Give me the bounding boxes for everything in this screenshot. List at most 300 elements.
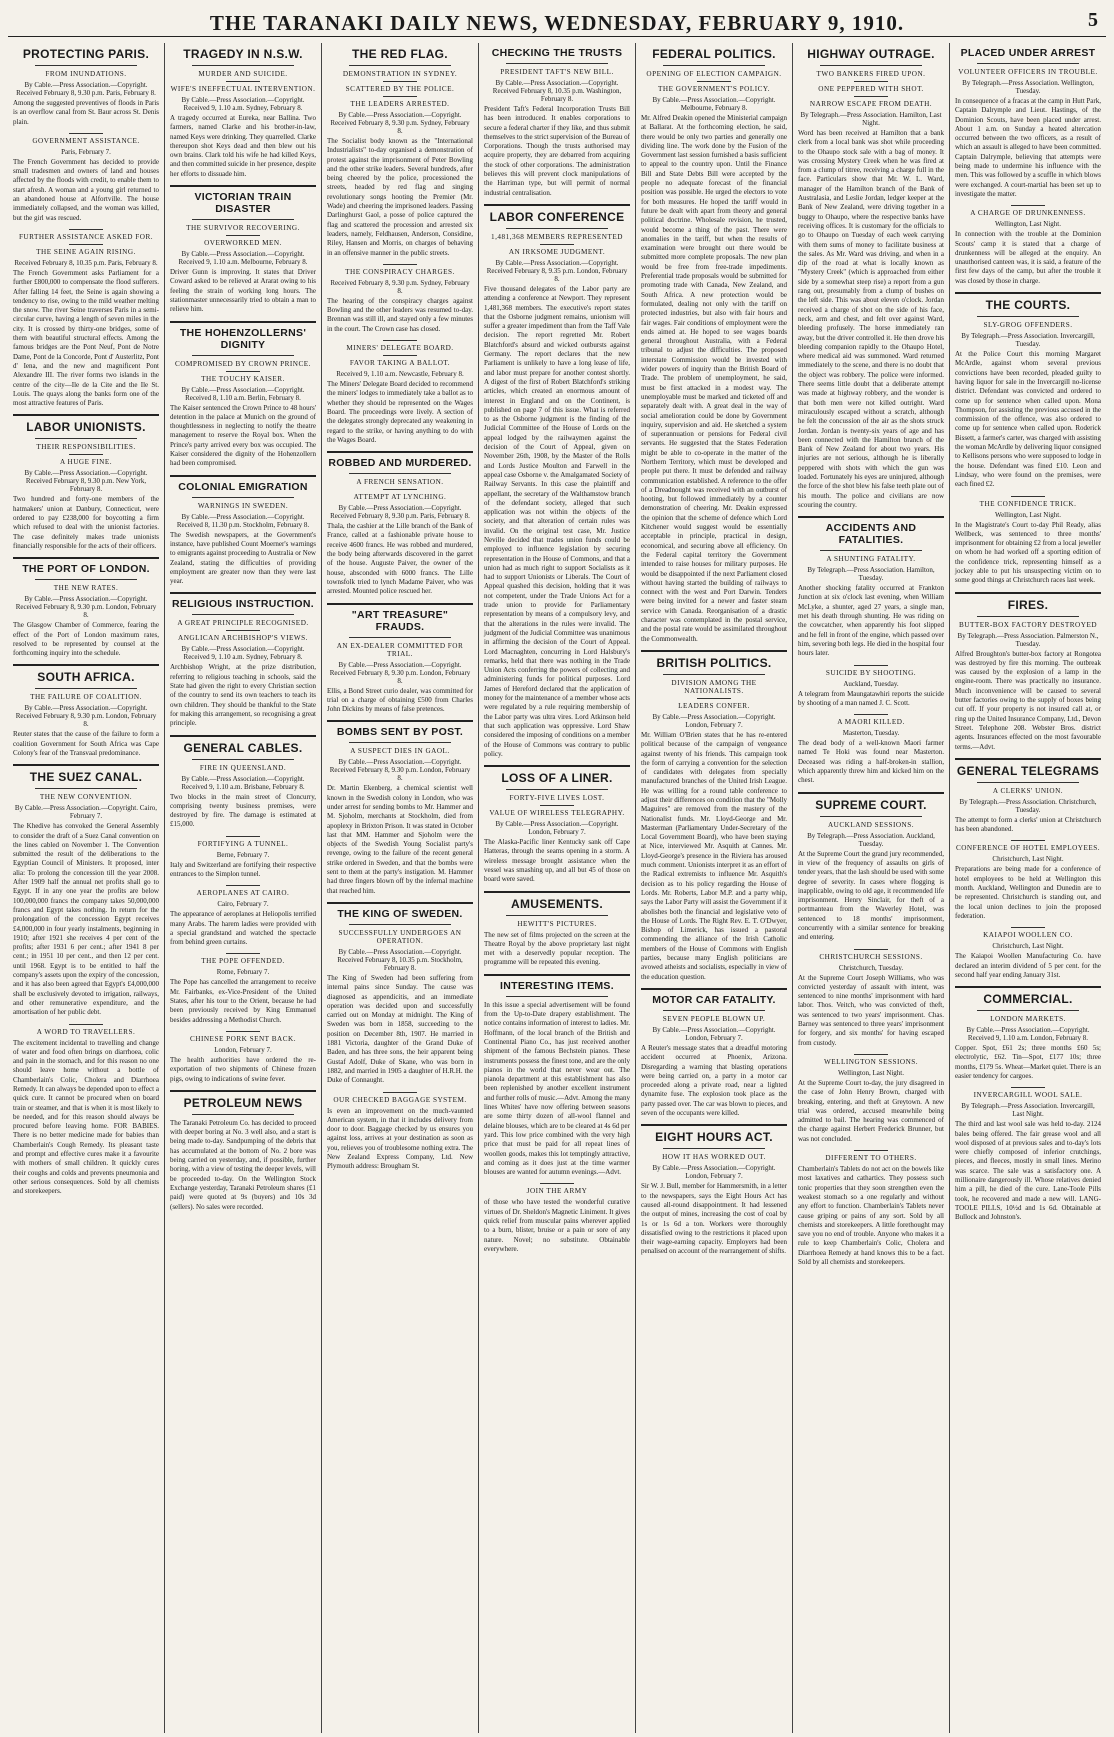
masthead-title: THE TARANAKI DAILY NEWS, WEDNESDAY, FEBRUARY 9, 1910. <box>209 11 905 35</box>
article-divider <box>327 451 473 453</box>
article-body: The third and last wool sale was held to-day. 2124 bales being offered. The fair grease wool and all wool disposed of at previous sales and to-day's lots were chiefly composed of inferior crutchings, pieces, and fleeces, mostly in small lines. Merino was scarce. The sale was a satisfactory one. A millionaire dangerously ill. Whose relatives denied him a pill, he died of the cure. Lane-Toole Pills took, he recovered and made a new will. LANG-TOOLE PILLS, 10½d and 1s 6d. Obtainable at Bullock and Johnston's. <box>955 1120 1101 1222</box>
article <box>798 47 944 510</box>
article-headline: PETROLEUM NEWS <box>183 1095 303 1110</box>
article-subhead: WELLINGTON SESSIONS. <box>823 1057 919 1066</box>
article <box>798 714 944 785</box>
article-subhead: THE CONFIDENCE TRICK. <box>979 499 1077 508</box>
article-headline: LOSS OF A LINER. <box>501 771 613 786</box>
headline-rule <box>349 742 451 743</box>
article-subhead: FIRE IN QUEENSLAND. <box>199 763 287 772</box>
section-rule <box>854 1150 888 1151</box>
article-divider <box>170 592 316 594</box>
article-subhead: THE TOUCHY KAISER. <box>201 374 285 383</box>
headline-rule <box>192 355 294 356</box>
article-body: The Pope has cancelled the arrangement to receive Mr. Fairbanks, ex-Vice-President of the United States, after his tour to the Orient, because he had been previously received by King Emmanuel besides addressing a Methodist Church. <box>170 978 316 1024</box>
article-dateline: Paris, February 7. <box>61 147 111 156</box>
article-dateline: Wellington, Last Night. <box>995 220 1061 229</box>
article-body: At the Supreme Court Joseph Williams, who was convicted yesterday of assault with intent, was sentenced to nine months' imprisonment with hard labor. Thos. Veitch, who was convicted of theft, was sentenced to two years' imprisonment. Chas. Barney was sentenced to three years' imprisonment for forgery, and six months' for having escaped from custody. <box>798 973 944 1047</box>
article-subhead: LEADERS CONFER. <box>678 701 750 710</box>
article-body: The French Government asks Parliament for a further £800,000 to compensate the flood sufferers. After falling 14 feet, the Seine is again showing a tendency to rise, owing to the mild weather melting the snow. The river Seine traverses Paris in a semi-circular curve, having a length of seven miles in the city. It is crossed by thirty-one bridges, some of them with beautiful structural effects. Among the famous bridges are the Pont Neuf, Pont de Notre Dame, Pont de la Concorde, Pont d' Austerlitz, Pont d' Iena, and the new and magnificent Pont Alexandre III. The river forms two islands in the centre of the city—Ile de la Cite and the Ile St. Louis. The quays along the banks form one of the most attractive features of Paris. <box>13 268 159 408</box>
headline-rule <box>192 1114 294 1115</box>
headline-rule <box>192 497 294 498</box>
article-dateline: By Telegraph.—Press Association. Wellington, Tuesday. <box>962 79 1094 95</box>
article-divider <box>13 557 159 559</box>
article-dateline: By Cable.—Press Association.—Copyright. Received February 8, 9.30 p.m. London, February 8. <box>15 595 157 620</box>
article-dateline: By Cable.—Press Association.—Copyright. Cairo, February 7. <box>14 804 158 821</box>
article-subhead: THE CONSPIRACY CHARGES. <box>345 267 455 276</box>
article-dateline: By Cable.—Press Association.—Copyright. Received February 8, 10.35 p.m. Washington, February 8. <box>492 79 622 103</box>
article-body: Reuter states that the cause of the failure to form a coalition Government for South Africa was Cape Colony's fear of the Transvaal predominance. <box>13 730 159 757</box>
article-subhead: THE GOVERNMENT'S POLICY. <box>658 85 770 93</box>
article-divider <box>484 974 630 976</box>
article <box>327 1092 473 1172</box>
article-subhead: WARNINGS IN SWEDEN. <box>197 501 289 510</box>
article-headline: COLONIAL EMIGRATION <box>178 480 308 493</box>
article <box>484 1183 630 1254</box>
article-subhead: SEVEN PEOPLE BLOWN UP. <box>662 1014 766 1023</box>
article-dateline: Wellington, Last Night. <box>838 1068 904 1077</box>
article-dateline: Received February 8, 9.30 p.m. Sydney, February 8. <box>330 278 470 295</box>
headline-rule <box>192 614 294 615</box>
headline-rule <box>506 915 608 916</box>
article-subhead: INVERCARGILL WOOL SALE. <box>973 1091 1083 1100</box>
section-rule <box>1011 496 1045 497</box>
article-dateline: By Cable.—Press Association.—Copyright. Received 8, 1.10 a.m. Berlin, February 8. <box>181 385 305 402</box>
headline-rule <box>35 579 137 580</box>
article-headline: EIGHT HOURS ACT. <box>655 1130 773 1145</box>
article-body: Another shocking fatality occurred at Frankton Junction at six o'clock last evening, when William McLyke, a shunter, aged 27 years, a single man, met his death through shunting. He was riding on the cowcatcher, when apparently his foot slipped and he fell in front of the engine, which passed over him, severing both legs. He died in the hospital four hours later. <box>798 584 944 658</box>
article <box>955 47 1101 199</box>
section-rule <box>854 949 888 950</box>
article <box>798 949 944 1048</box>
article-divider <box>955 758 1101 760</box>
newspaper-column <box>8 43 165 1733</box>
article <box>955 758 1101 835</box>
article <box>13 1024 159 1197</box>
subhead-rule <box>540 805 574 806</box>
article <box>955 986 1101 1081</box>
article <box>327 451 473 596</box>
article-body: In consequence of a fracas at the camp in Hutt Park, Captain Dalrymple and Lieut. Hastings, of the Dominion Scouts, have been placed under arrest. About 1 a.m. on Sunday a heated altercation occurred between the two officers, as a result of which an assault is alleged to have been committed. Captain Dalrymple, believing that attempts were being made to undermine his influence with the men. This was followed by a scuffle in which blows were exchanged. A court-martial has been set up to investigate the matter. <box>955 97 1101 198</box>
article-headline: LABOR UNIONISTS. <box>26 420 146 435</box>
article-dateline: Received February 8, 10.35 p.m. Paris, February 8. <box>14 258 158 267</box>
article-subhead: VALUE OF WIRELESS TELEGRAPHY. <box>489 809 625 818</box>
article-subhead: HEWITT'S PICTURES. <box>517 919 597 928</box>
article-divider <box>955 592 1101 594</box>
article <box>13 414 159 551</box>
article-subhead: THE LEADERS ARRESTED. <box>350 100 450 108</box>
article-dateline: Christchurch, Last Night. <box>992 942 1064 951</box>
article-headline: COMMERCIAL. <box>983 992 1073 1007</box>
article-subhead: THE SURVIVOR RECOVERING. <box>186 224 300 233</box>
article-body: The excitement incidental to travelling and change of water and food often brings on diarrhoea, colic and pain in the stomach, and for this reason no one should leave home without a bottle of Chamberlain's Colic, Cholera and Diarrhoea Remedy. It can always be depended upon to effect a quick cure. It cannot be procured when on board train or steamer, and that is when it is most likely to be needed, and for this reason should always be procured before leaving home. FOR BABIES. There is no better medicine made for babies than Chamberlain's Cough Remedy. Its pleasant taste and prompt and effective cures make it a favourite with mothers of small children. It quickly cures their coughs and colds and prevents pneumonia and other serious consequences. Sold by all chemists and storekeepers. <box>13 1038 159 1196</box>
section-rule <box>383 340 417 341</box>
article-headline: BRITISH POLITICS. <box>656 655 772 670</box>
article-subhead: SLY-GROG OFFENDERS. <box>983 321 1073 330</box>
subhead-rule <box>697 698 731 699</box>
article-subhead: VOLUNTEER OFFICERS IN TROUBLE. <box>958 68 1098 76</box>
masthead <box>8 6 1106 37</box>
newspaper-column <box>479 43 636 1733</box>
article-subhead: SCATTERED BY THE POLICE. <box>345 85 455 93</box>
article-dateline: By Cable.—Press Association.—Copyright. Melbourne, February 8. <box>652 96 776 112</box>
article-dateline: Berne, February 7. <box>216 850 270 859</box>
article-divider <box>798 516 944 518</box>
article-dateline: By Cable.—Press Association.—Copyright. Received February 8, 9.30 p.m. Paris, February 8. <box>16 81 156 97</box>
article-subhead: THEIR RESPONSIBILITIES. <box>36 443 136 452</box>
article-headline: SOUTH AFRICA. <box>37 670 135 685</box>
newspaper-column <box>322 43 479 1733</box>
article-headline: GENERAL CABLES. <box>183 740 303 755</box>
headline-rule <box>192 219 294 220</box>
article-body: The new set of films projected on the screen at the Theatre Royal by the above proprietary last night met with a deservedly popular reception. The programme will be repeated this evening. <box>484 930 630 967</box>
article-subhead: CHRISTCHURCH SESSIONS. <box>819 952 923 961</box>
subhead-rule <box>383 81 417 82</box>
article-divider <box>170 185 316 187</box>
article <box>13 47 159 127</box>
headline-rule <box>820 550 922 551</box>
article-subhead: FROM INUNDATIONS. <box>45 70 127 78</box>
article-divider <box>13 764 159 766</box>
article-dateline: By Cable.—Press Association.—Copyright. London, February 7. <box>652 712 776 729</box>
article-headline: CHECKING THE TRUSTS <box>491 47 623 59</box>
article <box>798 665 944 709</box>
article-body: Two blocks in the main street of Cloncurry, comprising twenty business premises, were destroyed by fire. The damage is estimated at £15,000. <box>170 792 316 829</box>
article-subhead: A GREAT PRINCIPLE RECOGNISED. <box>177 619 309 628</box>
headline-rule <box>349 65 451 66</box>
article-headline: THE PORT OF LONDON. <box>22 563 150 576</box>
subhead-rule <box>226 630 260 631</box>
subhead-rule <box>226 81 260 82</box>
article-body: Thala, the cashier at the Lille branch of the Bank of France, called at a fashionable private house to receive 4600 francs. He was robbed and murdered, the body being afterwards discovered in the garret of the house. Auguste Paiver, the owner of the house, absconded with 6000 francs. The Lille townsfolk tried to lynch Madame Paiver, who was arrested. Mounted police rescued her. <box>327 522 473 596</box>
headline-rule <box>977 782 1079 783</box>
article-body: President Taft's Federal Incorporation Trusts Bill has been introduced. It enables corporations to secure a federal charter if they like, and thus submit themselves to the strict supervision of the Bureau of Corporations. Though the trusts authorised may acquire property, they are debarred from acquiring the stock of other corporations. The administration believes this will prevent clock manipulations of the Harriman type, but will permit of normal industrial centralisation. <box>484 105 630 197</box>
article-body: Dr. Martin Ekenberg, a chemical scientist well known in the Swedish colony in London, who was under arrest for sending bombs to Mr. Hammer and M. Sjoholm, merchants at Stockholm, died from apoplexy in Brixton Prison. It was stated in October last that MM. Hammer and Sjoholm were the objects of the Swedish Young Socialist party's revenge, owing to the failure of the recent general strike ordered in Sweden, and that the bombs were sent to them at the party's instigation. M. Hammer had three fingers blown off by the infernal machine that reached him. <box>327 784 473 895</box>
article-subhead: A CLERKS' UNION. <box>992 786 1064 795</box>
article-body: The appearance of aeroplanes at Heliopolis terrified many Arabs. The harem ladies were provided with a special grandstand and watched the spectacle from behind green curtains. <box>170 910 316 947</box>
article-dateline: By Telegraph.—Press Association. Invercargill, Tuesday. <box>961 332 1095 349</box>
article-subhead: PRESIDENT TAFT'S NEW BILL. <box>500 68 614 76</box>
article <box>170 47 316 179</box>
article-dateline: By Cable.—Press Association.—Copyright. Received February 8, 9.30 p.m. Sydney, February 8. <box>330 111 470 135</box>
article-body: Among the suggested preventives of floods in Paris is an overflow canal from St. Baur across St. Denis plain. <box>13 99 159 126</box>
article-divider <box>170 321 316 323</box>
article-body: The Kaiapoi Woollen Manufacturing Co. have declared an interim dividend of 5 per cent. for the second half year ending January 31st. <box>955 952 1101 979</box>
article <box>13 557 159 658</box>
article <box>327 264 473 334</box>
article-dateline: Christchurch, Last Night. <box>992 855 1064 864</box>
article <box>327 603 473 715</box>
article <box>641 988 787 1118</box>
article-body: Is even an improvement on the much-vaunted American system, in that it includes delivery from door to door. Baggage checked by us ensures you against loss, arrives at your destination as soon as you, relieves you of troublesome nothing extra. The New Zealand Express Company, Ltd. New Plymouth address: Brougham St. <box>327 1106 473 1171</box>
subhead-rule <box>854 81 888 82</box>
headline-rule <box>663 65 765 66</box>
article-headline: MOTOR CAR FATALITY. <box>652 993 776 1006</box>
article-subhead: OPENING OF ELECTION CAMPAIGN. <box>646 70 782 78</box>
article-headline: FIRES. <box>1007 597 1049 612</box>
newspaper-column <box>165 43 322 1733</box>
article-body: Mr. Alfred Deakin opened the Ministerial campaign at Ballarat. At the forthcoming election, he said, there would be only two parties and generally one dividing line. The work done by the Fusion of the Government last session furnished a basis sufficient to appeal to the country upon. Until the Finance Bill and State Debts Bill were accepted by the people no adequate forecast of the financial position was possible. He urged the electors to vote for both measures. He hoped the tariff would in future be dealt with apart from theory and general political doctrine. Wholesale revision, he trusted, would become a thing of the past. There were anomalies in the tariff, but when the results of examination were brought out there would be submitted more complete proposals. The new plan would be free from free-trade impediments. Preferential trade proposals would be submitted for promoting trade with Canada, New Zealand, and South Africa. A new protection would be formulated, dealing not only with the tariff on protected industries, but also with fair hours and fair wages. Fair conditions of employment were the ends aimed at. He hoped to see wages boards general throughout Australia, with a Federal tribunal to adjust the difficulties. The proposed interstate Commission would be invested with wider powers of inquiry than the British Board of Trade. The problem of unemployment, he said, must be first attacked in a modest way. The unemployable must be marked and ticketed off and separately dealt with. A great deal in the way of social amelioration could be done by Government inquiry, supervision and aid. He sketched a system of superannuation or pensions for Federal civil servants. He suggested that the States Federation might be able to co-operate in the matter of the Northern Territory, which must be developed and people put there. It must be defended and railway communication established. A reference to the offer of a Dreadnought was received with an outburst of hooting, but followed immediately by a counter demonstration of cheering. Mr. Deakin expressed the opinion that the scheme of defence which Lord Kitchener would suggest would be essentially acceptable in principle, practical in design, economical, and securing above all efficiency. On the Federal capital territory the Government intended to raise houses for military purposes. He would be disappointed if the next Parliament closed without having started the building of railways to connect with the west and Port Darwin. Tenders were being invited for a newer and faster steam service with Canada. Reorganisation of a drastic character was contemplated in the postal service, and the postal rate would be assimilated throughout the Commonwealth. <box>641 114 787 643</box>
article-divider <box>13 414 159 416</box>
article <box>170 1031 316 1084</box>
article-subhead: SUCCESSFULLY UNDERGOES AN OPERATION. <box>338 928 462 945</box>
article-subhead: A HUGE FINE. <box>59 458 113 467</box>
headline-rule <box>977 316 1079 317</box>
article-subhead: 1,481,368 MEMBERS REPRESENTED <box>491 232 623 241</box>
article <box>955 927 1101 980</box>
section-rule <box>226 1031 260 1032</box>
section-rule <box>69 229 103 230</box>
article-divider <box>798 792 944 794</box>
section-rule <box>1011 205 1045 206</box>
article-dateline: London, February 7. <box>214 1045 272 1054</box>
subhead-rule <box>697 81 731 82</box>
article-body: Five thousand delegates of the Labor party are attending a conference at Newport. They represent 1,481,368 members. The executive's report states that the Osborne judgment remains, unionism will suffer a greater impediment than from the Taff Vale decision. The report regretted Mr. Robert Blatchford's absurd and wicked outbursts against Germany. The report declares that the new Parliament is unlikely to have a long lease of life, and labor must prepare for another contest shortly. A digest of the first of Robert Blatchford's striking articles, which created an enormous amount of interest in England and on the Continent, is published on page 7 of this issue. What is referred to as the Osborne judgment is the finding of the Judicial Committee of the House of Lords on the appeal lodged by the railwaymen against the decision of the Court of Appeal, given on November 26th, 1908, by the Master of the Rolls and Lords Justice Moulton and Farwell in the appeal case Osborne v. the Amalgamated Society of Railway Servants. In this case the plaintiff and appellant, the secretary of the Walthamstow branch of the defendant society, alleged that such application was not within the objects of the society, and that alteration of certain rules was invalid. On the original test case, Mr. Justice Neville decided that trades union funds could be employed to influence legislation by securing representation in the House of Commons, and that a union had as much right to support Socialists as it had to support Unionists or Liberals. The Court of Appeal quashed this decision, holding that it was not competent, under the Trade Unions Act for a trade union to provide for Parliamentary representation by means of a compulsory levy, and that the alterations in the rules were invalid. The judgment of the Judicial Committee was unanimous in affirming the decision of the Court of Appeal. Lord Macnaghten, concurring in Lord Halsbury's remarks, held that there was nothing in the Trade Union Acts conferring the powers of collecting and administering funds for political purposes. Lord James of Hereford declared that the application of money for the maintenance of a member whose acts were regulated by a rule requiring membership of the Labor party was ultra vires. Lord Atkinson held that such application was oppressive. Lord Shaw considered the imposing of conditions on a member of the House of Commons was contrary to public policy. <box>484 284 630 758</box>
article-headline: SUPREME COURT. <box>815 797 927 812</box>
article <box>955 592 1101 752</box>
article <box>955 205 1101 286</box>
headline-rule <box>977 63 1079 64</box>
article-divider <box>170 735 316 737</box>
article-dateline: By Cable.—Press Association.—Copyright. London, February 7. <box>652 1164 776 1181</box>
headline-rule <box>663 674 765 675</box>
subhead-rule <box>383 96 417 97</box>
article-body: The Socialist body known as the "International Industrialists" to-day organised a demonstration of protest against the imprisonment of Peter Bowling and the other strike leaders. Several hundreds, after being cheered by the police, processioned the streets, headed by red flag and singing revolutionary songs hooting the Premier (Mr. Wade) and cheering the imprisoned leaders. Passing Darlinghurst Gaol, a posse of police captured the flag and scattered the procession and arrested six leaders, namely, Feldhausen, Anderson, Considine, Riley, Hansen and Morris, on charges of behaving in an offensive manner in the public streets. <box>327 137 473 257</box>
headline-rule <box>663 1148 765 1149</box>
article-subhead: A SHUNTING FATALITY. <box>826 555 916 564</box>
article-subhead: LONDON MARKETS. <box>990 1015 1066 1024</box>
article-dateline: By Cable.—Press Association.—Copyright. Received February 8, 9.30 p.m. London, February 8. <box>15 704 157 729</box>
article-subhead: A CHARGE OF DRUNKENNESS. <box>970 209 1086 218</box>
article-subhead: AN IRKSOME JUDGMENT. <box>508 247 606 256</box>
article-subhead: A WORD TO TRAVELLERS. <box>36 1027 136 1036</box>
article-dateline: Masterton, Tuesday. <box>842 729 900 738</box>
article-divider <box>484 765 630 767</box>
headline-rule <box>35 688 137 689</box>
article-divider <box>484 891 630 893</box>
article <box>484 204 630 759</box>
article-body: In this issue a special advertisement will be found from the Up-to-Date drapery establishment. The notice contains information of interest to ladies. Mr. Hoffmann, of the local branch of the British and Continental Piano Co., has just received another shipment of the famous Bechstein pianos. These instruments possess the finest tone, and are the only pianos in the world that never wear out. The pianola department at this establishment has also been replenished by another excellent instrument and further rolls of music.—Advt. Among the many lines Whites' have now offering between seasons are some thirty dozen of all-wool flannel and delaine blouses, which are to be cleared at 4s 6d per yard. This low price combined with the very high price that must be paid for all repeat lines of woollen goods, makes this lot temptingly attractive, and coming as it does just at the time warmer blouses are wanted for autumn evenings.—Advt. <box>484 1000 630 1177</box>
section-rule <box>854 1054 888 1055</box>
article-body: Archbishop Wright, at the prize distribution, referring to religious teaching in schools, said the State had given the right to every Christian section of the country to send its own teachers to teach its own children. They should be thankful to the State for making this arrangement, so recognising a great principle. <box>170 663 316 728</box>
article-subhead: OUR CHECKED BAGGAGE SYSTEM. <box>333 1095 467 1104</box>
section-rule <box>226 885 260 886</box>
headline-rule <box>192 759 294 760</box>
headline-rule <box>35 438 137 439</box>
article-subhead: OVERWORKED MEN. <box>204 239 282 248</box>
article <box>327 47 473 258</box>
article-divider <box>170 475 316 477</box>
article-subhead: DIFFERENT TO OTHERS. <box>825 1154 917 1163</box>
article-dateline: By Cable.—Press Association.—Copyright. Received 9, 1.10 a.m. Melbourne, February 8. <box>178 250 308 267</box>
headline-rule <box>820 816 922 817</box>
article-headline: THE RED FLAG. <box>352 47 448 61</box>
article <box>798 792 944 943</box>
article-headline: "ART TREASURE" FRAUDS. <box>351 608 449 633</box>
subhead-rule <box>383 355 417 356</box>
article-dateline: By Cable.—Press Association.—Copyright. Received 8, 11.30 p.m. Stockholm, February 8. <box>176 512 310 529</box>
article-subhead: DEMONSTRATION IN SYDNEY. <box>342 70 458 78</box>
article-headline: THE KING OF SWEDEN. <box>337 907 463 920</box>
article-dateline: By Telegraph.—Press Association. Auckland, Tuesday. <box>807 831 935 848</box>
article-body: The Swedish newspapers, at the Government's instance, have published Count Moerner's warnings to emigrants against proceeding to Australia or New Zealand, stating the difficulties of providing employment are greater now than they were last year. <box>170 530 316 586</box>
article-body: A telegram from Maungatawhiri reports the suicide by shooting of a man named J. C. Scott. <box>798 689 944 707</box>
article <box>327 340 473 445</box>
section-rule <box>383 1092 417 1093</box>
article-body: At the Supreme Court the grand jury recommended, in view of the frequency of assaults on girls of tender years, that the lash should be used with some degree of severity. In cases where flogging is inapplicable, owing to old age, it recommended life imprisonment. Henry Sinclair, for theft of a portmanteau from the Waverley Hotel, was sentenced to 18 months' imprisonment, concurrently with a similar sentence for breaking and entering. <box>798 849 944 942</box>
article-dateline: By Cable.—Press Association.—Copyright. Received February 8, 9.30 p.m. New York, February 8. <box>24 469 148 494</box>
section-rule <box>1011 840 1045 841</box>
article <box>641 47 787 644</box>
article-subhead: A SUSPECT DIES IN GAOL. <box>350 747 450 756</box>
article-headline: THE SUEZ CANAL. <box>29 770 143 785</box>
article-headline: THE COURTS. <box>985 298 1071 313</box>
section-rule <box>854 665 888 666</box>
article-body: The French Government has decided to provide small tradesmen and owners of land and houses affected by the floods with credit, to enable them to start afresh. A woman and a young girl returned to an abandoned house at Alfortville. The house immediately collapsed, and the woman was killed, but the girl was rescued. <box>13 157 159 222</box>
article-divider <box>170 1090 316 1092</box>
article-subhead: GOVERNMENT ASSISTANCE. <box>32 136 140 145</box>
article-subhead: BUTTER-BOX FACTORY DESTROYED <box>958 620 1098 629</box>
article-subhead: AUCKLAND SESSIONS. <box>827 820 915 829</box>
article-body: Preparations are being made for a conference of hotel employees to be held at Wellington this month. Auckland, Wellington and Dunedin are to be represented. Christchurch is standing out, and the local union declines to join the proposed federation. <box>955 865 1101 920</box>
article-body: Mr. William O'Brien states that he has re-entered political because of the campaign of vengeance against twenty of his friends. This campaign took the form of carrying a convention for the selection of candidates with delegates from specially manufactured branches of the United Irish League. He was willing for a round table conference to adjust their differences on condition that the "Molly Maguires" are removed from the mastery of the Nationalist funds. Mr. Lloyd-George and Mr. Masterman (Parliamentary Under-Secretary of the Local Government Board), who have been staying at Nice, interviewed Mr. Asquith at Cannes. Mr. Lloyd-George's presence in the Riviera has aroused much comment. Unionists interpret it as an effort of the Radical extremists to influence Mr. Asquith's decision as to his policy regarding the House of Lords. Mr. Roberts, Labor M.P. and a party whip, says the Labor Party will assist the Government if it abolishes both the financial and legislative veto of the House of Lords. The Right Rev. E. T. O'Dwyer, Bishop of Limerick, has issued a pastoral commending the alliance of the Irish Catholic members of the House of Commons with English parties, because many English politicians are avowed atheists and socialists, especially in view of the education question. <box>641 730 787 981</box>
article-body: A tragedy occurred at Eureka, near Ballina. Two farmers, named Clarke and his brother-in-law, named Keys were drinking. They quarrelled. Clarke thereupon shot Keys dead and then blew out his own brains. Clark told his wife he had killed Keys, and then committed suicide in her presence, despite her efforts to dissuade him. <box>170 114 316 178</box>
article-body: The health authorities have ordered the re-exportation of two shipments of Chinese frozen pigs, owing to indications of swine fever. <box>170 1055 316 1083</box>
article <box>484 974 630 1178</box>
headline-rule <box>820 65 922 66</box>
article-divider <box>327 603 473 605</box>
article-body: At the Police Court this morning Margaret McArdle, against whom several previous convictions have been recorded, pleaded guilty to having liquor for sale in the Invercargill no-license district. Defendant was convicted and ordered to come up for sentence when called upon. Mona Thompson, for assisting the previous accused in the commission of the offence, was also ordered to come up for sentence when called upon. Roderick Bissett, a farmer's carter, was charged with assisting the woman McArdle by delivering liquor consigned to Kellisons persons who were supposed to lodge in the house. Defendant was fined £10. Leon and Lindsay, who were found on the premises, were each fined £2. <box>955 350 1101 489</box>
article-headline: VICTORIAN TRAIN DISASTER <box>194 191 292 216</box>
article-headline: LABOR CONFERENCE <box>489 209 625 224</box>
article-body: The King of Sweden had been suffering from internal pains since Sunday. The cause was diagnosed as appendicitis, and an immediate operation was decided upon and successfully carried out on Monday at midnight. The King of Sweden was born in 1858, succeeding to the position on December 8th, 1907. He married in 1881 Victoria, daughter of the Grand Duke of Baden, and has three sons, the heir apparent being Gustaf Adolf, Duke of Skane, who was born in 1882, and married in 1905 a daughter of H.R.H. the Duke of Connaught. <box>327 973 473 1085</box>
article-dateline: By Cable.—Press Association.—Copyright. Received February 8, 9.35 p.m. London, February 8. <box>486 258 628 283</box>
article-subhead: ATTEMPT AT LYNCHING. <box>353 493 447 502</box>
article <box>170 185 316 314</box>
section-rule <box>226 953 260 954</box>
article <box>484 47 630 198</box>
article-headline: ROBBED AND MURDERED. <box>328 457 472 470</box>
article-dateline: By Cable.—Press Association.—Copyright. Received February 8, 9.30 p.m. London, February 8. <box>329 660 471 685</box>
article-subhead: THE POPE OFFENDED. <box>201 957 285 966</box>
article <box>484 891 630 968</box>
article-dateline: By Cable.—Press Association.—Copyright. Received 9, 1.10 a.m. Sydney, February 8. <box>181 645 305 662</box>
article-subhead: NARROW ESCAPE FROM DEATH. <box>809 100 933 108</box>
article-body: Alfred Broughton's butter-box factory at Rongotea was destroyed by fire this morning. The outbreak was caused by the explosion of a lamp in the engine-room. There was practically no insurance. Much inconvenience will be caused to several butter factories owing to the supply of boxes being cut off. If your property is not insured call at, or ring up the United Insurance Company, Ltd., Devon Street. Telephone 208. Webster Bros. district agents. Insurances effected on the most favourable terms.—Advt. <box>955 649 1101 751</box>
article-headline: BOMBS SENT BY POST. <box>336 726 464 739</box>
article-divider <box>955 292 1101 294</box>
subhead-rule <box>226 371 260 372</box>
article <box>484 765 630 884</box>
article <box>170 1090 316 1212</box>
article-headline: INTERESTING ITEMS. <box>500 979 614 992</box>
article-body: The hearing of the conspiracy charges against Bowling and the other leaders was resumed to-day. Brennan was still ill, and stayed only a few minutes in the court. The Crown case has closed. <box>327 296 473 333</box>
article-headline: PLACED UNDER ARREST <box>960 47 1096 59</box>
article-divider <box>641 988 787 990</box>
article-headline: RELIGIOUS INSTRUCTION. <box>172 598 314 611</box>
article-headline: AMUSEMENTS. <box>511 896 603 911</box>
article-subhead: A FRENCH SENSATION. <box>356 478 444 487</box>
section-rule <box>69 1024 103 1025</box>
article-divider <box>484 204 630 206</box>
article <box>170 885 316 947</box>
subhead-rule <box>854 96 888 97</box>
article-subhead: FURTHER ASSISTANCE ASKED FOR. <box>18 232 154 241</box>
headline-rule <box>192 65 294 66</box>
article-divider <box>955 986 1101 988</box>
article <box>170 592 316 728</box>
article-dateline: By Cable.—Press Association.—Copyright. Received 9, 1.10 a.m. Brisbane, February 8. <box>181 774 305 791</box>
article-subhead: WIFE'S INEFFECTUAL INTERVENTION. <box>170 85 316 93</box>
article-subhead: DIVISION AMONG THE NATIONALISTS. <box>671 678 757 695</box>
article <box>13 764 159 1017</box>
article-dateline: Auckland, Tuesday. <box>843 679 899 688</box>
article-subhead: SUICIDE BY SHOOTING. <box>825 668 917 677</box>
article <box>641 650 787 982</box>
article-dateline: Christchurch, Tuesday. <box>838 963 904 972</box>
article <box>170 321 316 469</box>
subhead-rule <box>69 244 103 245</box>
article-subhead: KAIAPOI WOOLLEN CO. <box>983 931 1073 940</box>
article-dateline: By Telegraph.—Press Association. Palmerston N., Tuesday. <box>957 631 1099 648</box>
headline-rule <box>506 63 608 64</box>
article-body: Driver Gunn is improving. It states that Driver Coward asked to be relieved at Ararat owing to his feeling the strain of working long hours. The stationmaster unnecessarily tried to obtain a man to relieve him. <box>170 268 316 314</box>
article-subhead: AN EX-DEALER COMMITTED FOR TRIAL. <box>336 641 464 658</box>
headline-rule <box>977 1010 1079 1011</box>
article-subhead: THE SEINE AGAIN RISING. <box>36 247 136 256</box>
article-dateline: By Telegraph.—Press Association. Hamilton, Tuesday. <box>807 566 935 583</box>
article-headline: TRAGEDY IN N.S.W. <box>183 47 303 61</box>
article <box>13 133 159 223</box>
article-subhead: FAVOR TAKING A BALLOT. <box>349 359 451 368</box>
section-rule <box>226 836 260 837</box>
article <box>955 840 1101 921</box>
headline-rule <box>977 616 1079 617</box>
headline-rule <box>35 788 137 789</box>
article-divider <box>327 902 473 904</box>
article <box>327 902 473 1086</box>
article-subhead: THE NEW CONVENTION. <box>39 793 133 802</box>
article-body: The Glasgow Chamber of Commerce, fearing the effect of the Port of London maximum rates, resolved to be represented by counsel at the forthcoming inquiry into the schedule. <box>13 621 159 658</box>
article-body: The Alaska-Pacific liner Kentucky sank off Cape Hatteras, through the seams opening in a storm. A wireless message brought assistance when the vessel was smashing up, and all but 45 of those on board were saved. <box>484 838 630 884</box>
article-subhead: COMPROMISED BY CROWN PRINCE. <box>175 359 311 368</box>
section-rule <box>1011 1087 1045 1088</box>
article-dateline: By Cable.—Press Association.—Copyright. London, February 7. <box>652 1025 776 1042</box>
article-body: The Khedive has convoked the General Assembly to consider the draft of a Suez Canal convention on the lines cabled on November 1. The Convention submitted the result of the deliberations to the Egyptian Council of Ministers. It proposed, inter alia: To prolong the concession till the year 2008. After 1909 half the annual net profits shall go to Egypt. If in any one year the profits are below 100,000,000 francs the company takes 50,000,000 francs and Egypt takes nothing. In return for the prolongation of the concession Egypt receives £4,000,000 in four yearly instalments, beginning in 1910; after 1921 she receives 4 per cent of the profits; after 1931 6 per cent.; after 1941 8 per cent.; in 1951 10 per cent., and then 12 per cent. until 1968. Egypt is to be entitled to half the company's assets upon the expiry of the concession, and it has also been agreed that Egypt's £4,000,000 shall be exclusively devoted to irrigation, railways, and other remunerative expenditure, and the amortisation of her public debt. <box>13 822 159 1017</box>
article-body: The attempt to form a clerks' union at Christchurch has been abandoned. <box>955 815 1101 834</box>
article-headline: ACCIDENTS AND FATALITIES. <box>825 522 917 547</box>
article-subhead: MINERS' DELEGATE BOARD. <box>346 344 454 353</box>
article-body: A Reuter's message states that a dreadful motoring accident occurred at Phoenix, Arizona. Disregarding a warning that blasting operations were being carried on, a party in a motor car proceeded along a private road, near a lighted dynamite fuse. The explosion took place as the party passed over. The car was blown to pieces, and seven of the occupants were killed. <box>641 1043 787 1118</box>
newspaper-column <box>636 43 793 1733</box>
article-body: The Kaiser sentenced the Crown Prince to 48 hours' detention in the palace at Munich on the ground of thoughtlessness in neglecting to notify the theatre management to reserve the Royal box. When the Prince's party arrived every box was occupied. The Kaiser considered the dignity of the Hohenzollern had been compromised. <box>170 403 316 468</box>
article-subhead: MURDER AND SUICIDE. <box>198 70 288 78</box>
headline-rule <box>506 228 608 229</box>
article <box>170 735 316 830</box>
article-body: In the Magistrate's Court to-day Phil Ready, alias Wellbeck, was sentenced to three months' imprisonment for obtaining £2 from a local jeweller on whom he had worked off a sporting edition of the confidence trick, representing himself as a jockey able to put his unsuspecting victim on to some good things at Christchurch races last week. <box>955 520 1101 585</box>
article <box>13 229 159 408</box>
article <box>798 516 944 658</box>
article-subhead: THE FAILURE OF COALITION. <box>30 693 142 702</box>
article-dateline: By Cable.—Press Association.—Copyright. Received 9, 1.10 a.m. London, February 8. <box>966 1026 1090 1043</box>
article-subhead: AEROPLANES AT CAIRO. <box>196 889 290 898</box>
article-body: At the Supreme Court to-day, the jury disagreed in the case of John Henry Brown, charged with breaking, entering, and theft at Greytown. A new trial was ordered, accused meanwhile being admitted to bail. The hearing was commenced of the charge against Herbert Frederick Brunner, but was not concluded. <box>798 1078 944 1143</box>
article-subhead: FORTIFYING A TUNNEL. <box>197 839 289 848</box>
article-divider <box>327 720 473 722</box>
article-headline: GENERAL TELEGRAMS <box>956 763 1100 778</box>
article-subhead: ONE PEPPERED WITH SHOT. <box>818 85 924 93</box>
article-dateline: By Cable.—Press Association.—Copyright. London, February 7. <box>495 820 619 837</box>
